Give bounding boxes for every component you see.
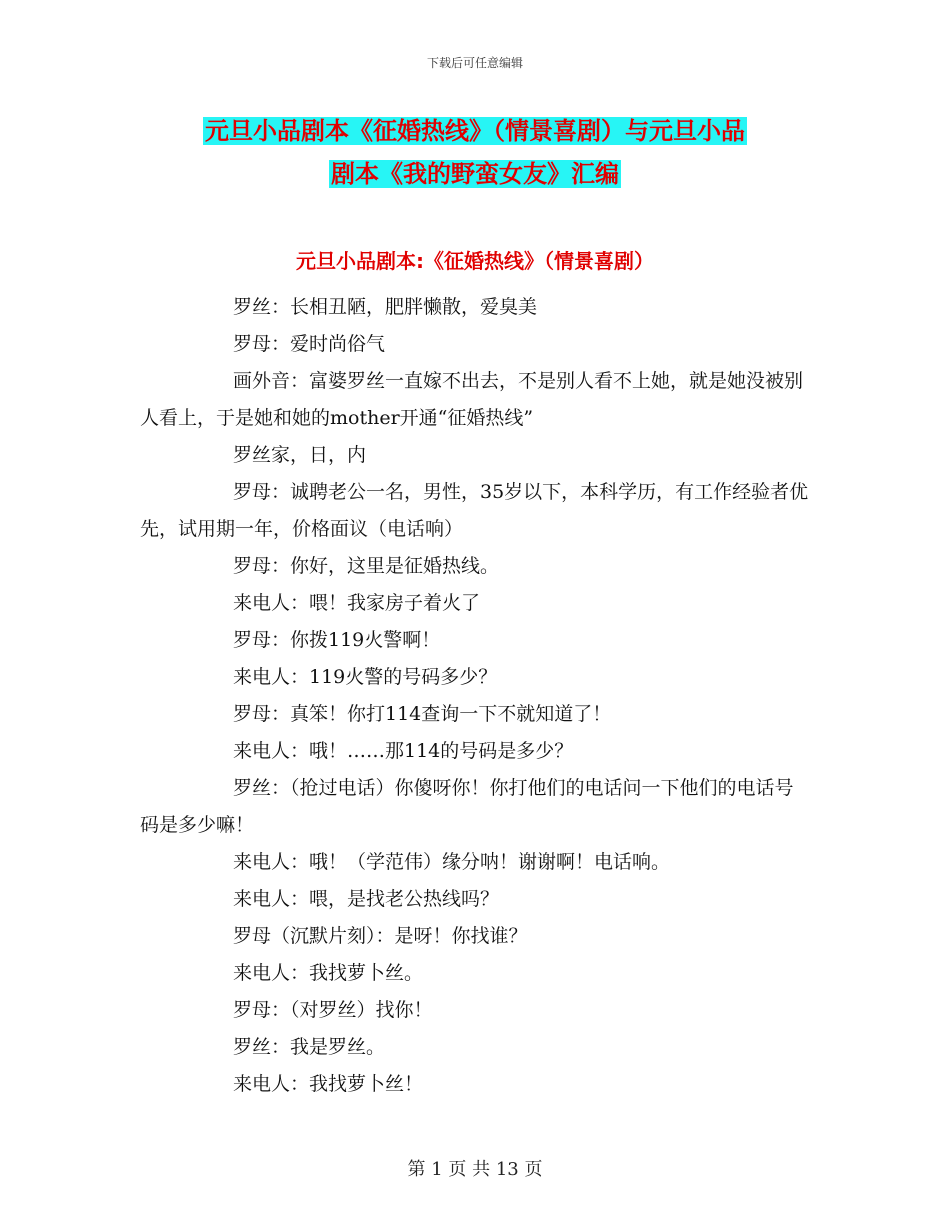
paragraph: 来电人：喂，是找老公热线吗？ [233,888,500,910]
paragraph: 罗母（沉默片刻）：是呀！你找谁？ [233,925,528,947]
document-title-line-1 [140,110,810,152]
paragraph: 罗母：你好，这里是征婚热线。 [233,555,500,577]
paragraph: 罗丝：我是罗丝。 [233,1036,386,1058]
paragraph: 罗母：真笨！你打114查询一下不就知道了！ [233,703,612,725]
paragraph: 来电人：哦！（学范伟）缘分呐！谢谢啊！电话响。 [233,851,671,873]
paragraph: 罗母：（对罗丝）找你！ [233,999,433,1021]
paragraph: 罗母：爱时尚俗气 [233,333,386,355]
paragraph: 罗母：诚聘老公一名，男性，35岁以下，本科学历，有工作经验者优先，试用期一年，价格面议（电话响） [140,481,809,540]
section-heading: 元旦小品剧本:《征婚热线》（情景喜剧） [296,249,654,273]
script-body [140,289,810,1103]
paragraph: 来电人：119火警的号码多少？ [233,666,498,688]
page-header-note: 下载后可任意编辑 [426,56,523,70]
paragraph: 来电人：我找萝卜丝！ [233,1073,424,1095]
paragraph: 来电人：喂！我家房子着火了 [233,592,481,614]
paragraph: 罗丝：（抢过电话）你傻呀你！你打他们的电话问一下他们的电话号码是多少嘛！ [140,777,794,836]
document-title-line-2 [140,153,810,195]
paragraph: 罗母：你拨119火警啊！ [233,629,441,651]
title-highlight-2: 剧本《我的野蛮女友》汇编 [331,160,619,188]
paragraph: 来电人：哦！……那114的号码是多少？ [233,740,574,762]
paragraph: 罗丝：长相丑陋，肥胖懒散，爱臭美 [233,296,538,318]
paragraph: 罗丝家，日，内 [233,444,367,466]
paragraph: 来电人：我找萝卜丝。 [233,962,424,984]
paragraph: 画外音：富婆罗丝一直嫁不出去，不是别人看不上她，就是她没被别人看上，于是她和她的mother开通“征婚热线” [140,370,804,429]
page-number-footer: 第 1 页 共 13 页 [407,1159,543,1180]
title-highlight-1: 元旦小品剧本《征婚热线》（情景喜剧）与元旦小品 [205,117,745,145]
